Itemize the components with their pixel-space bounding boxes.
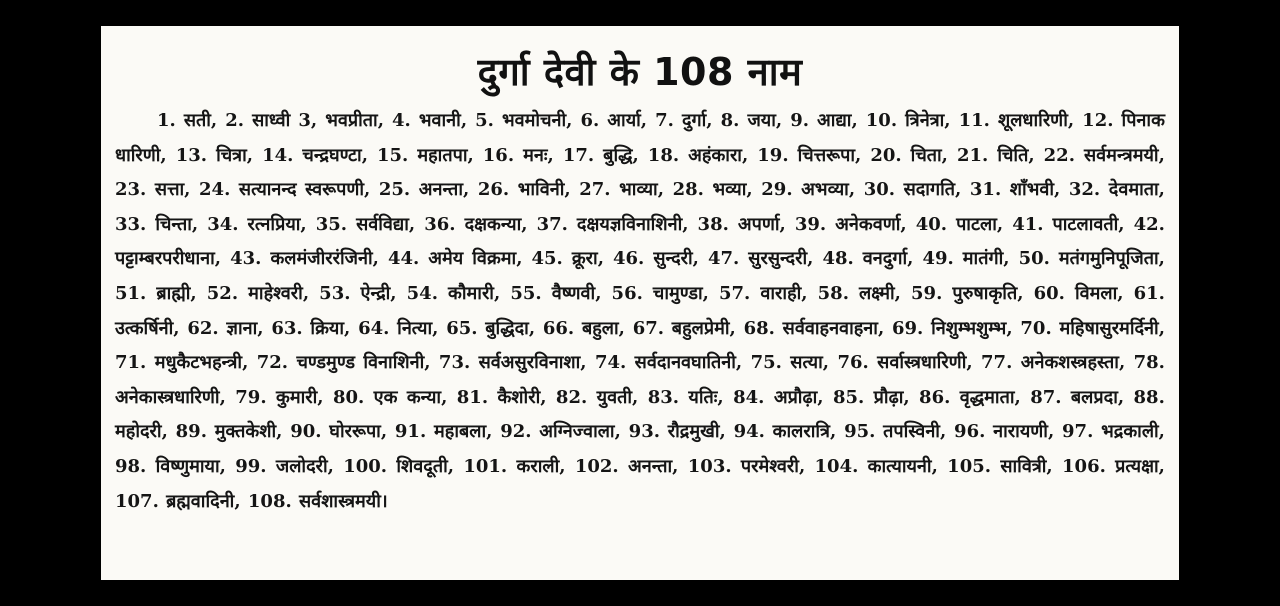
name-item: 99. जलोदरी,	[235, 455, 334, 477]
name-item: 79. कुमारी,	[235, 386, 324, 408]
name-item: 33. चिन्ता,	[115, 213, 199, 235]
name-item: 74. सर्वदानवघातिनी,	[594, 352, 743, 374]
name-item: 67. बहुलप्रेमी,	[632, 317, 736, 339]
name-item: 28. भव्या,	[672, 179, 753, 201]
name-item: 59. पुरुषाकृति,	[911, 282, 1024, 304]
name-item: 82. युवती,	[555, 386, 639, 408]
name-item: 92. अग्निज्वाला,	[500, 421, 621, 443]
name-item: 75. सत्या,	[750, 352, 830, 374]
name-item: 87. बलप्रदा,	[1030, 386, 1125, 408]
name-item: 69. निशुम्भशुम्भ,	[892, 317, 1013, 339]
name-item: 65. बुद्धिदा,	[446, 317, 536, 339]
name-item: 53. ऐन्द्री,	[319, 282, 397, 304]
name-item: 81. कैशोरी,	[456, 386, 547, 408]
name-item: 31. शाँभवी,	[969, 179, 1061, 201]
name-item: 56. चामुण्डा,	[611, 282, 709, 304]
name-item: 20. चिता,	[870, 144, 948, 166]
name-item: 21. चिति,	[956, 144, 1035, 166]
name-item: 39. अनेकवर्णा,	[794, 213, 907, 235]
name-item: 35. सर्वविद्या,	[315, 213, 416, 235]
name-item: 103. परमेश्वरी,	[687, 455, 806, 477]
name-item: 4. भवानी,	[392, 110, 468, 131]
name-item: 51. ब्राह्मी,	[115, 282, 197, 304]
name-item: 76. सर्वास्त्रधारिणी,	[837, 352, 973, 374]
name-item: 80. एक कन्या,	[332, 386, 448, 408]
name-item: 23. सत्ता,	[115, 179, 191, 201]
name-item: 101. कराली,	[463, 455, 566, 477]
name-item: 5. भवमोचनी,	[475, 110, 573, 131]
name-item: 72. चण्डमुण्ड विनाशिनी,	[256, 352, 431, 374]
name-item: 62. ज्ञाना,	[187, 317, 264, 339]
name-item: 29. अभव्या,	[761, 179, 856, 201]
name-item: 6. आर्या,	[580, 110, 648, 131]
name-item: 58. लक्ष्मी,	[817, 282, 901, 304]
name-item: 91. महाबला,	[394, 421, 493, 443]
names-paragraph	[115, 104, 1165, 519]
name-item: 64. नित्या,	[358, 317, 439, 339]
name-item: 10. त्रिनेत्रा,	[865, 110, 951, 131]
name-item: 47. सुरसुन्दरी,	[707, 248, 814, 270]
name-item: 45. क्रूरा,	[531, 248, 604, 270]
document-title: दुर्गा देवी के 108 नाम	[477, 50, 803, 94]
name-item: 107. ब्रह्मवादिनी,	[115, 490, 241, 512]
document-page	[101, 26, 1179, 580]
name-item: 49. मातंगी,	[922, 248, 1010, 270]
name-item: 70. महिषासुरमर्दिनी,	[1020, 317, 1165, 339]
name-item: 2. साध्वी	[225, 110, 291, 131]
name-item: 88. महोदरी,	[115, 386, 1165, 443]
name-item: 97. भद्रकाली,	[1062, 421, 1165, 443]
name-item: 85. प्रौढ़ा,	[832, 386, 910, 408]
name-item: 105. सावित्री,	[947, 455, 1053, 477]
name-item: 25. अनन्ता,	[378, 179, 470, 201]
name-item: 18. अहंकारा,	[647, 144, 749, 166]
name-item: 68. सर्ववाहनवाहना,	[743, 317, 885, 339]
name-item: 89. मुक्तकेशी,	[175, 421, 283, 443]
name-item: 1. सती,	[157, 110, 218, 131]
name-item: 19. चित्तरूपा,	[757, 144, 862, 166]
name-item: 100. शिवदूती,	[343, 455, 455, 477]
name-item: 63. क्रिया,	[271, 317, 351, 339]
name-item: 108. सर्वशास्त्रमयी।	[247, 490, 388, 512]
name-item: 13. चित्रा,	[175, 144, 254, 166]
name-item: 61. उत्कर्षिनी,	[115, 282, 1165, 339]
name-item: 38. अपर्णा,	[697, 213, 786, 235]
name-item: 27. भाव्या,	[579, 179, 664, 201]
name-item: 43. कलमंजीररंजिनी,	[230, 248, 379, 270]
name-item: 71. मधुकैटभहन्त्री,	[115, 352, 249, 374]
name-item: 93. रौद्रमुखी,	[628, 421, 726, 443]
name-item: 98. विष्णुमाया,	[115, 455, 226, 477]
name-item: 12. पिनाक धारिणी,	[115, 110, 1165, 166]
name-item: 14. चन्द्रघण्टा,	[262, 144, 368, 166]
name-item: 26. भाविनी,	[477, 179, 571, 201]
name-item: 60. विमला,	[1033, 282, 1124, 304]
name-item: 52. माहेश्वरी,	[206, 282, 310, 304]
name-item: 24. सत्यानन्द स्वरूपणी,	[199, 179, 371, 201]
name-item: 11. शूलधारिणी,	[958, 110, 1075, 131]
name-item: 104. कात्यायनी,	[814, 455, 938, 477]
name-item: 84. अप्रौढ़ा,	[733, 386, 824, 408]
name-item: 86. वृद्धमाता,	[919, 386, 1021, 408]
name-item: 37. दक्षयज्ञविनाशिनी,	[536, 213, 689, 235]
name-item: 44. अमेय विक्रमा,	[387, 248, 523, 270]
name-item: 41. पाटलावती,	[1012, 213, 1125, 235]
name-item: 102. अनन्ता,	[574, 455, 679, 477]
name-item: 36. दक्षकन्या,	[424, 213, 528, 235]
name-item: 42. पट्टाम्बरपरीधाना,	[115, 213, 1165, 270]
name-item: 30. सदागति,	[863, 179, 962, 201]
name-item: 40. पाटला,	[915, 213, 1004, 235]
name-item: 50. मतंगमुनिपूजिता,	[1018, 248, 1165, 270]
name-item: 48. वनदुर्गा,	[822, 248, 914, 270]
name-item: 22. सर्वमन्त्रमयी,	[1043, 144, 1165, 166]
name-item: 106. प्रत्यक्षा,	[1062, 455, 1165, 477]
name-item: 90. घोररूपा,	[290, 421, 388, 443]
name-item: 83. यतिः,	[647, 386, 724, 408]
name-item: 9. आद्या,	[790, 110, 858, 131]
name-item: 46. सुन्दरी,	[613, 248, 699, 270]
name-item: 94. कालरात्रि,	[733, 421, 837, 443]
name-item: 15. महातपा,	[377, 144, 474, 166]
name-item: 78. अनेकास्त्रधारिणी,	[115, 352, 1165, 408]
name-item: 16. मनः,	[482, 144, 554, 166]
name-item: 17. बुद्धि,	[562, 144, 639, 166]
name-item: 54. कौमारी,	[406, 282, 501, 304]
name-item: 96. नारायणी,	[954, 421, 1055, 443]
name-item: 3, भवप्रीता,	[298, 110, 384, 131]
name-item: 34. रत्नप्रिया,	[207, 213, 307, 235]
name-item: 57. वाराही,	[718, 282, 808, 304]
name-item: 7. दुर्गा,	[655, 110, 713, 131]
name-item: 55. वैष्णवी,	[510, 282, 602, 304]
name-item: 77. अनेकशस्त्रहस्ता,	[981, 352, 1126, 374]
name-item: 66. बहुला,	[542, 317, 625, 339]
name-item: 32. देवमाता,	[1068, 179, 1165, 201]
name-item: 95. तपस्विनी,	[844, 421, 947, 443]
name-item: 8. जया,	[720, 110, 783, 131]
name-item: 73. सर्वअसुरविनाशा,	[438, 352, 587, 374]
